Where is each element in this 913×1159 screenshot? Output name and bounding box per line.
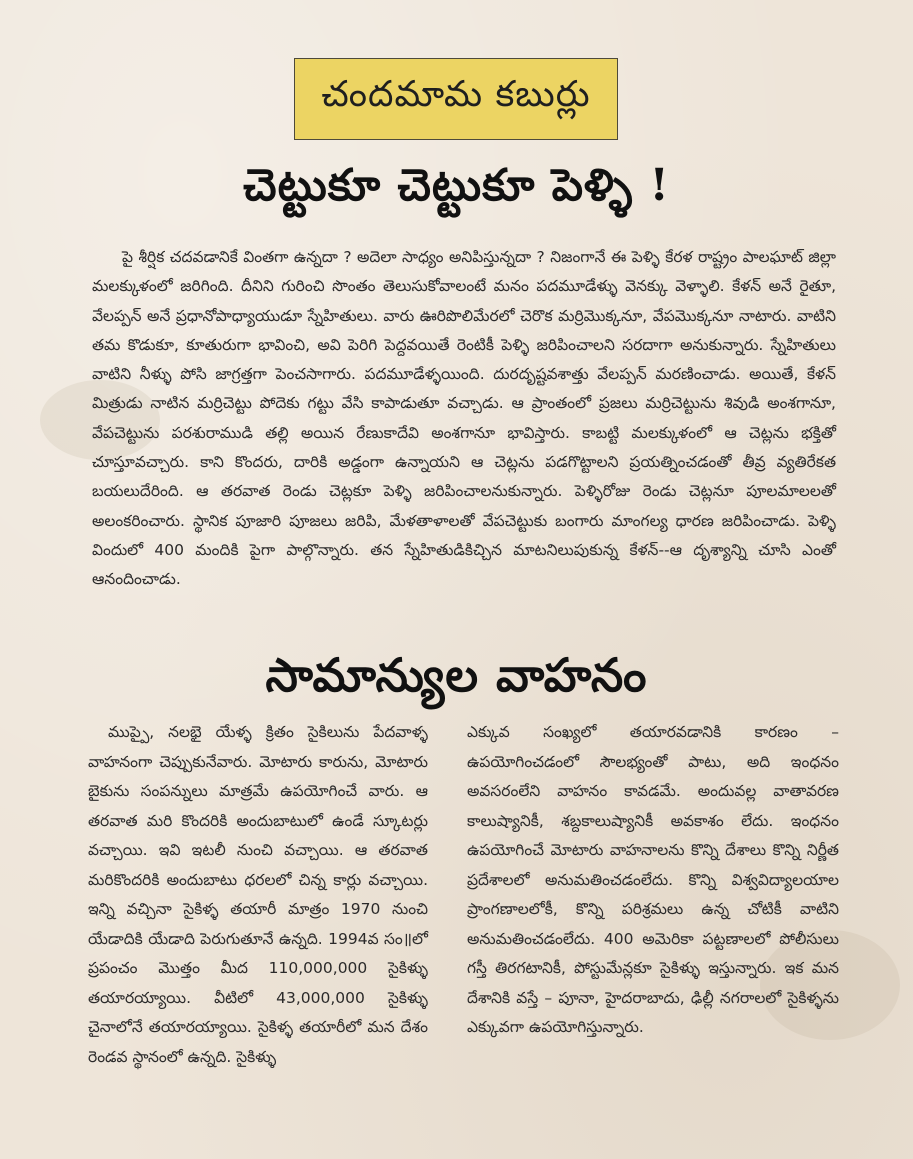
column-title: చందమామ కబుర్లు (321, 74, 591, 115)
article1-body: పై శీర్షిక చదవడానికే వింతగా ఉన్నదా ? అదెలా సాధ్యం అనిపిస్తున్నదా ? నిజంగానే ఈ పెళ్ళి కేరళ రాష్ట్రం పాలఘాట్ జిల్లా మలక్కుళంలో జరిగింది. దీనిని గురించి సొంతం తెలుసుకోవాలంటే మనం పదమూడేళ్ళు వెనక్కు వెళ్ళాలి. కేళన్ అనే రైతూ, వేలప్పన్ అనే ప్రధానోపాధ్యాయుడూ స్నేహితులు. వారు ఊరిపొలిమేరలో చెరొక మర్రిమొక్కనూ, వేపమొక్కనూ నాటారు. వాటిని తమ కొడుకూ, కూతురుగా భావించి, అవి పెరిగి పెద్దవయితే రెంటికీ పెళ్ళి జరిపించాలని సరదాగా అనుకున్నారు. స్నేహితులు వాటిని నీళ్ళు పోసి జాగ్రత్తగా పెంచసాగారు. పదమూడేళ్ళయింది. దురదృష్టవశాత్తు వేలప్పన్ మరణించాడు. అయితే, కేళన్ మిత్రుడు నాటిన మర్రిచెట్టు పోదెకు గట్టు వేసి కాపాడుతూ వచ్చాడు. ఆ ప్రాంతంలో ప్రజలు మర్రిచెట్టును శివుడి అంశగానూ, వేపచెట్టును పరశురాముడి తల్లి అయిన రేణుకాదేవి అంశగానూ భావిస్తారు. కాబట్టి మలక్కుళంలో ఆ చెట్లను భక్తితో చూస్తూవచ్చారు. కాని కొందరు, దారికి అడ్డంగా ఉన్నాయని ఆ చెట్లను పడగొట్టాలని ప్రయత్నించడంతో తీవ్ర వ్యతిరేకత బయలుదేరింది. ఆ తరవాత రెండు చెట్లకూ పెళ్ళి జరిపించాలనుకున్నారు. పెళ్ళిరోజు రెండు చెట్లనూ పూలమాలలతో అలంకరించారు. స్థానిక పూజారి పూజలు జరిపి, మేళతాళాలతో వేపచెట్టుకు బంగారు మాంగల్య ధారణ జరిపించాడు. పెళ్ళి విందులో 400 మందికి పైగా పాల్గొన్నారు. తన స్నేహితుడికిచ్చిన మాటనిలుపుకున్న కేళన్--ఆ దృశ్యాన్ని చూసి ఎంతో ఆనందించాడు. (92, 248, 836, 589)
article2-title: సామాన్యుల వాహనం (265, 648, 648, 702)
article1-title: చెట్టుకూ చెట్టుకూ పెళ్ళి ! (243, 160, 670, 211)
article2-column-left: ముప్పై, నలభై యేళ్ళ క్రితం సైకిలును పేదవాళ్ళ వాహనంగా చెప్పుకునేవారు. మోటారు కారును, మోటారు బైకును సంపన్నులు మాత్రమే ఉపయోగించే వారు. ఆ తరవాత మరి కొందరికి అందుబాటులో ఉండే స్కూటర్లు వచ్చాయి. ఇవి ఇటలీ నుంచి వచ్చాయి. ఆ తరవాత మరికొందరికి అందుబాటు ధరలలో చిన్న కార్లు వచ్చాయి. ఇన్ని వచ్చినా సైకిళ్ళ తయారీ మాత్రం 1970 నుంచి యేడాదికి యేడాది పెరుగుతూనే ఉన్నది. 1994వ సం॥లో ప్రపంచం మొత్తం మీద 110,000,000 సైకిళ్ళు తయారయ్యాయి. వీటిలో 43,000,000 సైకిళ్ళు చైనాలోనే తయారయ్యాయి. సైకిళ్ళ తయారీలో మన దేశం రెండవ స్థానంలో ఉన్నది. సైకిళ్ళు (88, 723, 428, 1066)
article2-column-right: ఎక్కువ సంఖ్యలో తయారవడానికి కారణం – ఉపయోగించడంలో సౌలభ్యంతో పాటు, అది ఇంధనం అవసరంలేని వాహనం కావడమే. అందువల్ల వాతావరణ కాలుష్యానికీ, శబ్దకాలుష్యానికీ అవకాశం లేదు. ఇంధనం ఉపయోగించే మోటారు వాహనాలను కొన్ని దేశాలు కొన్ని నిర్ణీత ప్రదేశాలలో అనుమతించడంలేదు. కొన్ని విశ్వవిద్యాలయాల ప్రాంగణాలలోకీ, కొన్ని పరిశ్రమలు ఉన్న చోటికీ వాటిని అనుమతించడంలేదు. 400 అమెరికా పట్టణాలలో పోలీసులు గస్తీ తిరగటానికీ, పోస్టుమేన్లకూ సైకిళ్ళు ఇస్తున్నారు. ఇక మన దేశానికి వస్తే – పూనా, హైదరాబాదు, ఢిల్లీ నగరాలలో సైకిళ్ళను ఎక్కువగా ఉపయోగిస్తున్నారు. (467, 723, 839, 1036)
column-title-box (294, 58, 618, 140)
